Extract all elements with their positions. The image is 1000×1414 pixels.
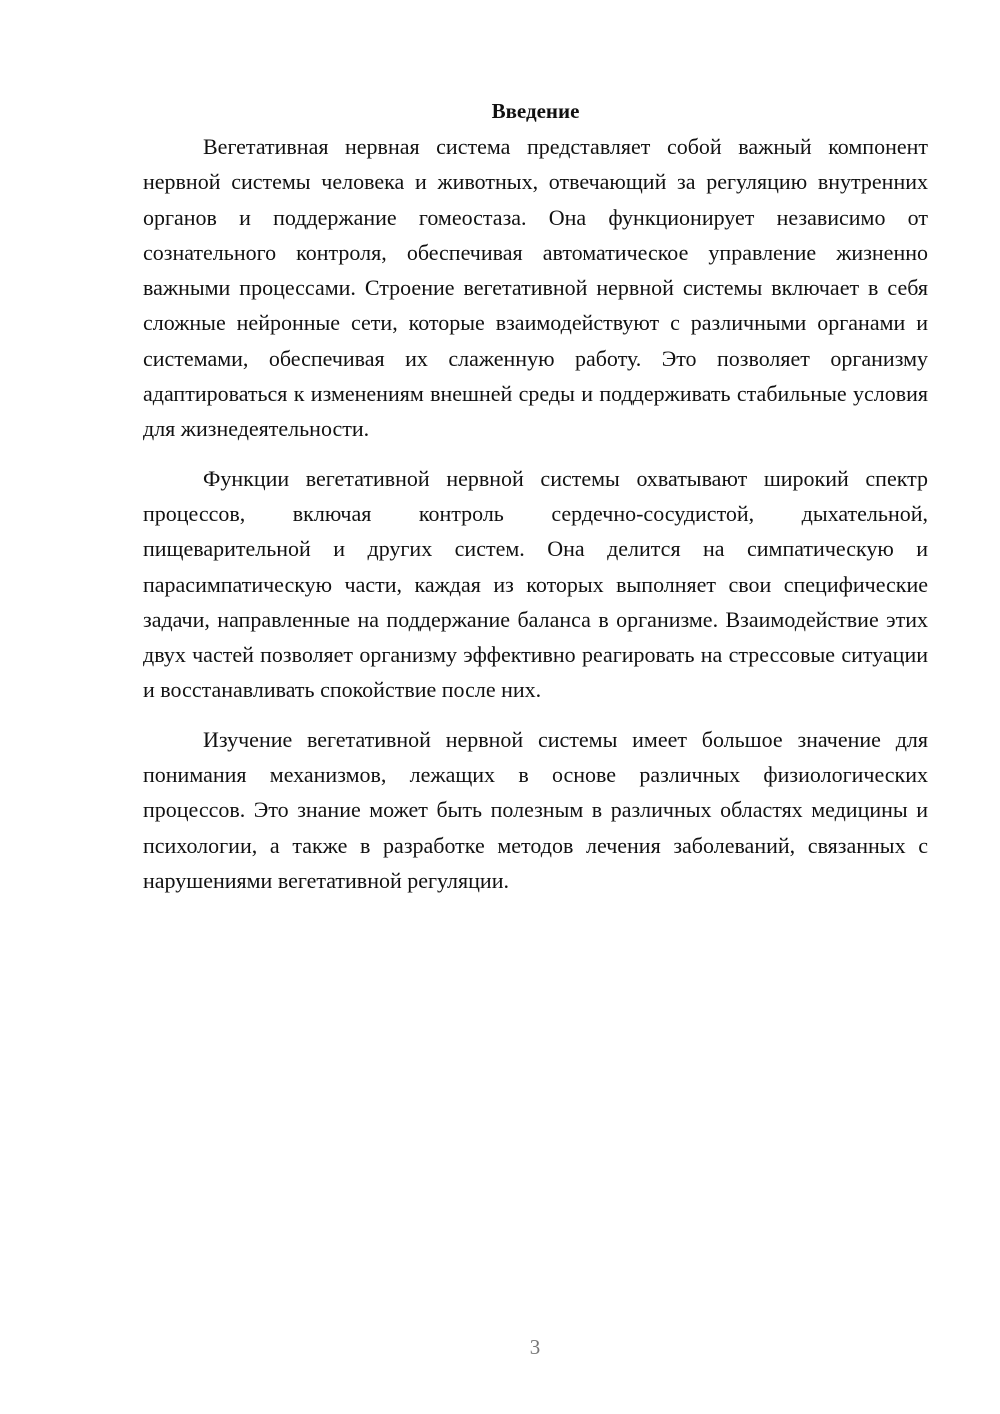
document-body xyxy=(143,94,928,912)
paragraph-2: Функции вегетативной нервной системы охватывают широкий спектр процессов, включая контроль сердечно-сосудистой, дыхательной, пищеварительной и других систем. Она делится на симпатическую и парасимпатическую части, каждая из которых выполняет свои специфические задачи, направленные на поддержание баланса в организме. Взаимодействие этих двух частей позволяет организму эффективно реагировать на стрессовые ситуации и восстанавливать спокойствие после них. xyxy=(143,465,928,703)
section-title: Введение xyxy=(491,99,580,123)
paragraph-1: Вегетативная нервная система представляет собой важный компонент нервной системы человека и животных, отвечающий за регуляцию внутренних органов и поддержание гомеостаза. Она функционирует независимо от сознательного контроля, обеспечивая автоматическое управление жизненно важными процессами. Строение вегетативной нервной системы включает в себя сложные нейронные сети, которые взаимодействуют с различными органами и системами, обеспечивая их слаженную работу. Это позволяет организму адаптироваться к изменениям внешней среды и поддерживать стабильные условия для жизнедеятельности. xyxy=(143,134,928,442)
paragraph-3: Изучение вегетативной нервной системы имеет большое значение для понимания механизмов, лежащих в основе различных физиологических процессов. Это знание может быть полезным в различных областях медицины и психологии, а также в разработке методов лечения заболеваний, связанных с нарушениями вегетативной регуляции. xyxy=(143,726,928,893)
page-number: 3 xyxy=(529,1335,541,1359)
